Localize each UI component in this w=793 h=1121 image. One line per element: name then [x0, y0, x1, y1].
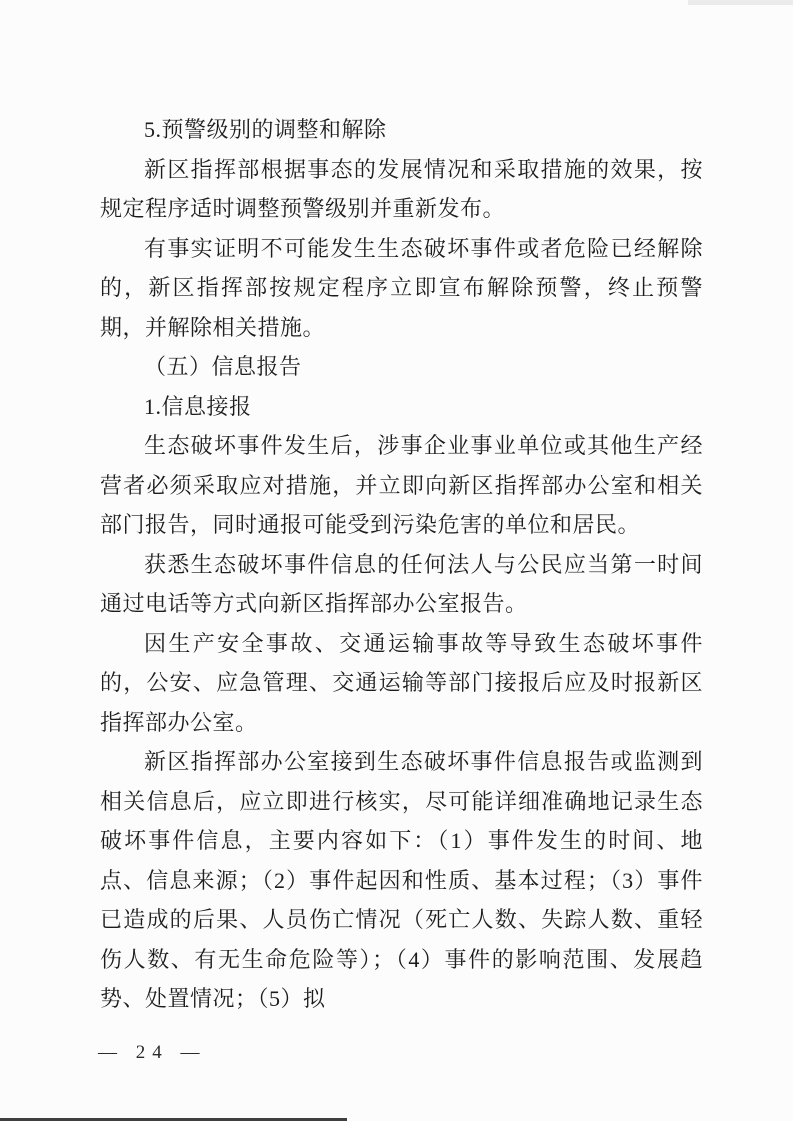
scan-artifact-top-right [688, 0, 793, 5]
paragraph: 有事实证明不可能发生生态破坏事件或者危险已经解除的，新区指挥部按规定程序立即宣布解除预警，终止预警期，并解除相关措施。 [100, 235, 703, 340]
document-body [100, 110, 703, 1019]
subheading-information-receiving: 1.信息接报 [144, 393, 252, 419]
paragraph: 生态破坏事件发生后，涉事企业事业单位或其他生产经营者必须采取应对措施，并立即向新区指挥部办公室和相关部门报告，同时通报可能受到污染危害的单位和居民。 [100, 433, 703, 537]
page-number: — 24 — [98, 1042, 207, 1063]
paragraph: 新区指挥部根据事态的发展情况和采取措施的效果，按规定程序适时调整预警级别并重新发布。 [100, 156, 703, 221]
paragraph: 因生产安全事故、交通运输事故等导致生态破坏事件的，公安、应急管理、交通运输等部门接报后应及时报新区指挥部办公室。 [100, 630, 703, 735]
paragraph: 新区指挥部办公室接到生态破坏事件信息报告或监测到相关信息后，应立即进行核实，尽可能详细准确地记录生态破坏事件信息，主要内容如下：（1）事件发生的时间、地点、信息来源；（2）事件起因和性质、基本过程；（3）事件已造成的后果、人员伤亡情况（死亡人数、失踪人数、重轻伤人数、有无生命危险等）；（4）事件的影响范围、发展趋势、处置情况；（5）拟 [100, 749, 703, 1011]
paragraph: 获悉生态破坏事件信息的任何法人与公民应当第一时间通过电话等方式向新区指挥部办公室报告。 [100, 551, 703, 616]
section-heading-information-report: （五）信息报告 [144, 354, 302, 379]
subheading-warning-level-adjustment: 5.预警级别的调整和解除 [144, 117, 387, 142]
